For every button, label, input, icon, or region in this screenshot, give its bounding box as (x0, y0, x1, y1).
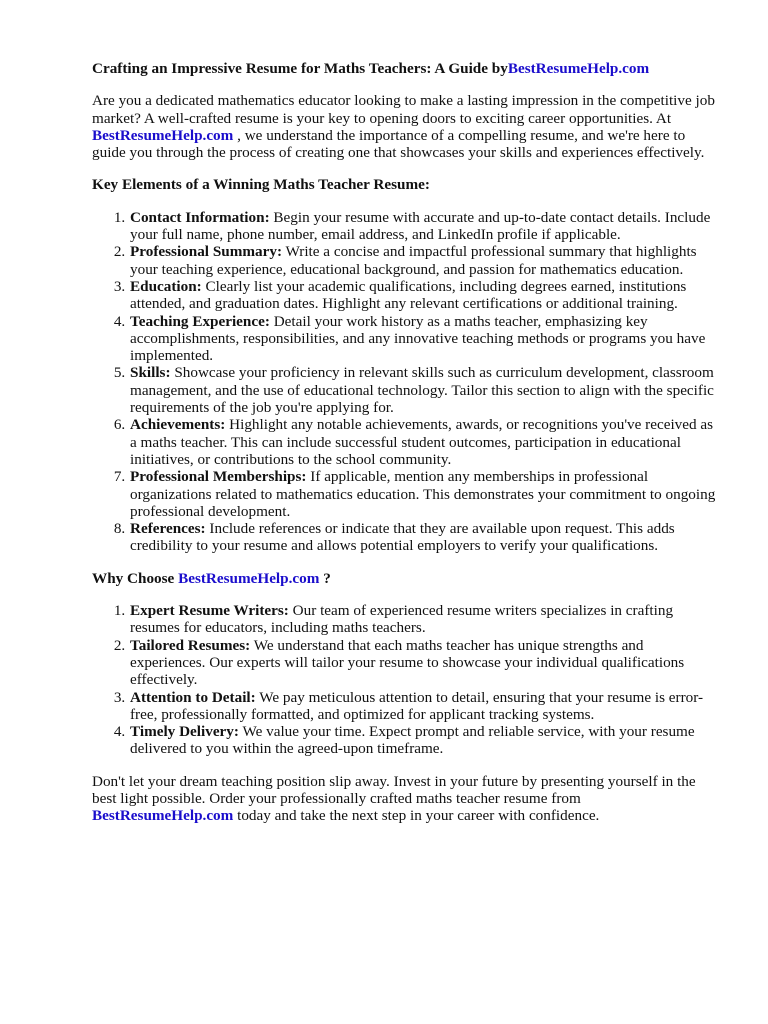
list-item-text: Write a concise and impactful professional summary that highlights your teaching experience, educational background, and passion for mathematics education. (130, 243, 697, 278)
list-item-term: Professional Memberships: (130, 468, 307, 486)
why-choose-list (92, 602, 720, 758)
intro-text-1: Are you a dedicated mathematics educator looking to make a lasting impression in the competitive job market? A well-crafted resume is your key to opening doors to exciting career opportunities. At (92, 92, 715, 127)
list-item-term: References: (130, 520, 206, 538)
list-item-text: We pay meticulous attention to detail, ensuring that your resume is error-free, professionally formatted, and optimized for applicant tracking systems. (130, 688, 704, 723)
title-text: Crafting an Impressive Resume for Maths Teachers: A Guide by (92, 60, 508, 77)
closing-paragraph (92, 773, 720, 825)
list-item (129, 209, 720, 244)
list-item-text: Clearly list your academic qualifications, including degrees earned, institutions attended, and graduation dates. Highlight any relevant certifications or additional training. (130, 277, 687, 313)
list-item-term: Teaching Experience: (130, 312, 270, 330)
list-item (129, 278, 720, 313)
why-heading-prefix: Why Choose (92, 569, 179, 587)
list-item (129, 602, 720, 637)
list-item (129, 637, 720, 689)
list-item-text: We understand that each maths teacher has unique strengths and experiences. Our experts will tailor your resume to showcase your individual qualifications effectively. (130, 636, 685, 689)
list-item-text: Include references or indicate that they are available upon request. This adds credibility to your resume and allows potential employers to verify your qualifications. (130, 520, 675, 555)
list-item (129, 689, 720, 724)
list-item (129, 416, 720, 468)
why-choose-heading (92, 570, 720, 587)
list-item (129, 468, 720, 520)
key-elements-heading: Key Elements of a Winning Maths Teacher Resume: (92, 176, 430, 194)
list-item-text: If applicable, mention any memberships in professional organizations related to mathematics education. This demonstrates your commitment to ongoing professional development. (130, 468, 716, 520)
list-item-text: Showcase your proficiency in relevant skills such as curriculum development, classroom management, and the use of educational technology. Tailor this section to align with the specific requirements of the job you're applying for. (130, 364, 714, 417)
list-item (129, 364, 720, 416)
list-item-text: Detail your work history as a maths teacher, emphasizing key accomplishments, responsibilities, and any innovative teaching methods or programs you have implemented. (130, 312, 706, 365)
list-item-term: Education: (130, 277, 202, 295)
list-item (129, 243, 720, 278)
why-heading-site-link[interactable]: BestResumeHelp.com (178, 569, 320, 587)
list-item (129, 520, 720, 555)
closing-site-link[interactable]: BestResumeHelp.com (92, 807, 234, 825)
closing-text-2: today and take the next step in your career with confidence. (233, 807, 600, 825)
list-item-term: Professional Summary: (130, 243, 283, 261)
list-item-text: Our team of experienced resume writers specializes in crafting resumes for educators, including maths teachers. (130, 602, 674, 637)
list-item-text: Highlight any notable achievements, awards, or recognitions you've received as a maths teacher. This can include successful student outcomes, participation in educational initiatives, or contributions to the school community. (130, 416, 714, 468)
list-item-term: Tailored Resumes: (130, 636, 251, 654)
intro-text-2: , we understand the importance of a compelling resume, and we're here to guide you through the process of creating one that showcases your skills and experiences effectively. (92, 126, 705, 162)
list-item (129, 313, 720, 365)
title-site-link[interactable]: BestResumeHelp.com (507, 60, 650, 77)
intro-site-link[interactable]: BestResumeHelp.com (92, 126, 234, 144)
list-item-term: Contact Information: (130, 208, 270, 226)
list-item-term: Attention to Detail: (130, 688, 256, 706)
list-item (129, 723, 720, 758)
intro-paragraph (92, 92, 720, 161)
list-item-term: Expert Resume Writers: (130, 602, 289, 620)
key-elements-list (92, 209, 720, 555)
list-item-text: Begin your resume with accurate and up-to-date contact details. Include your full name, phone number, email address, and LinkedIn profile if applicable. (130, 208, 711, 244)
why-heading-suffix: ? (319, 569, 331, 587)
list-item-text: We value your time. Expect prompt and reliable service, with your resume delivered to you within the agreed-upon timeframe. (130, 723, 695, 758)
page-title (92, 60, 720, 77)
closing-text-1: Don't let your dream teaching position slip away. Invest in your future by presenting yourself in the best light possible. Order your professionally crafted maths teacher resume from (92, 772, 696, 807)
list-item-term: Achievements: (130, 416, 226, 434)
list-item-term: Timely Delivery: (130, 723, 239, 741)
list-item-term: Skills: (130, 364, 171, 382)
